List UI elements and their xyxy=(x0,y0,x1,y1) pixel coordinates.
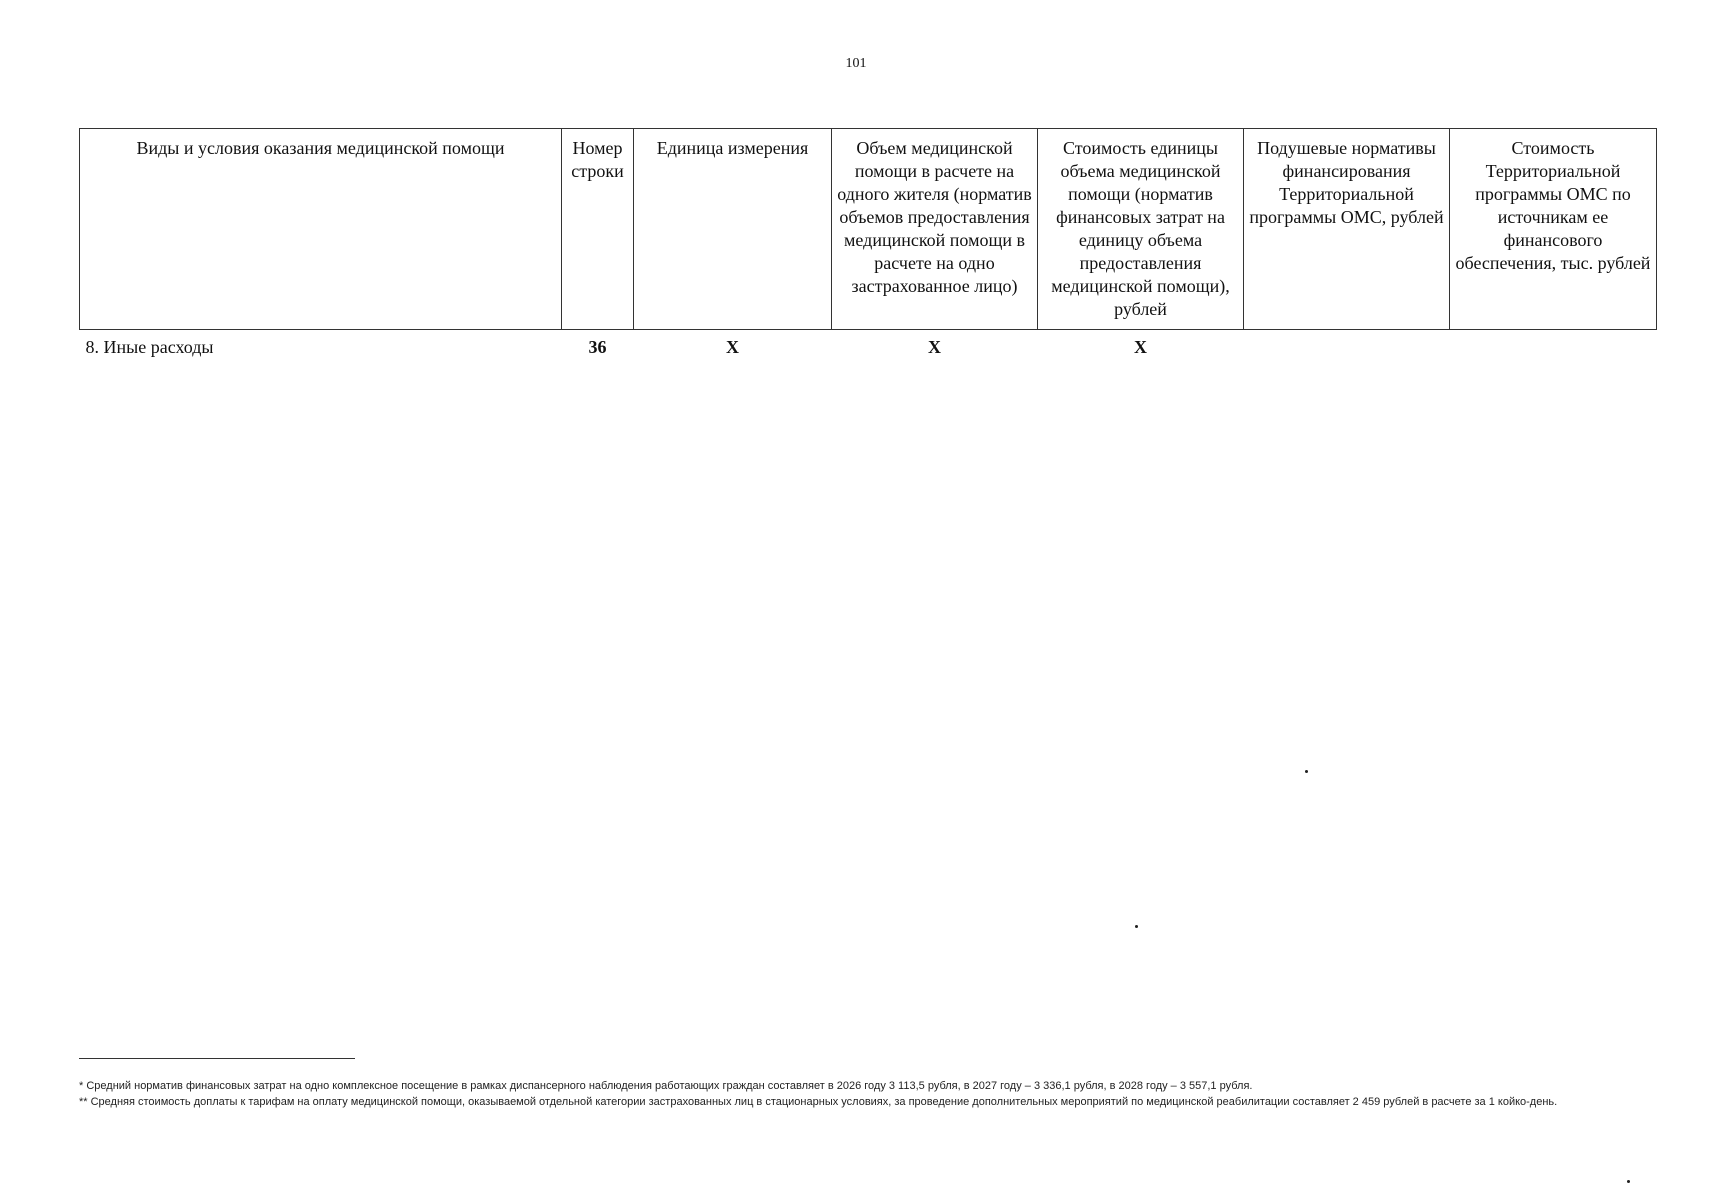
row-per-capita xyxy=(1244,330,1450,360)
scan-dot xyxy=(1305,770,1308,773)
row-unit: X xyxy=(726,337,739,357)
header-program-cost: Стоимость Территориальной программы ОМС по источникам ее финансового обеспечения, тыс. рублей xyxy=(1450,129,1657,330)
table-header-row xyxy=(80,129,1657,330)
header-care-type: Виды и условия оказания медицинской помощи xyxy=(80,129,562,330)
footnote-separator xyxy=(79,1058,355,1059)
row-unit-cost: X xyxy=(1134,337,1147,357)
header-unit: Единица измерения xyxy=(634,129,832,330)
footnote-1: * Средний норматив финансовых затрат на одно комплексное посещение в рамках диспансерного наблюдения работающих граждан составляет в 2026 году 3 113,5 рубля, в 2027 году – 3 336,1 рубля, в 2028 году – 3 557,1 рубля. xyxy=(79,1080,1253,1092)
header-volume: Объем медицинской помощи в расчете на одного жителя (норматив объемов предоставления медицинской помощи в расчете на одно застрахованное лицо) xyxy=(832,129,1038,330)
footnote-2: ** Средняя стоимость доплаты к тарифам на оплату медицинской помощи, оказываемой отдельной категории застрахованных лиц в стационарных условиях, за проведение дополнительных мероприятий по медицинской реабилитации составляет 2 459 рублей в расчете за 1 койко-день. xyxy=(79,1096,1558,1108)
row-label: 8. Иные расходы xyxy=(85,337,214,357)
medical-care-table xyxy=(79,128,1657,359)
page-number: 101 xyxy=(845,56,867,71)
row-program-cost xyxy=(1450,330,1657,360)
footnotes xyxy=(79,1078,1619,1110)
scan-dot xyxy=(1627,1180,1630,1183)
row-volume: X xyxy=(928,337,941,357)
scan-dot xyxy=(1135,925,1138,928)
header-line-number: Номер строки xyxy=(562,129,634,330)
header-unit-cost: Стоимость единицы объема медицинской помощи (норматив финансовых затрат на единицу объема предоставления медицинской помощи), рублей xyxy=(1038,129,1244,330)
table-row xyxy=(80,330,1657,360)
row-line-number: 36 xyxy=(588,337,607,357)
header-per-capita: Подушевые нормативы финансирования Территориальной программы ОМС, рублей xyxy=(1244,129,1450,330)
